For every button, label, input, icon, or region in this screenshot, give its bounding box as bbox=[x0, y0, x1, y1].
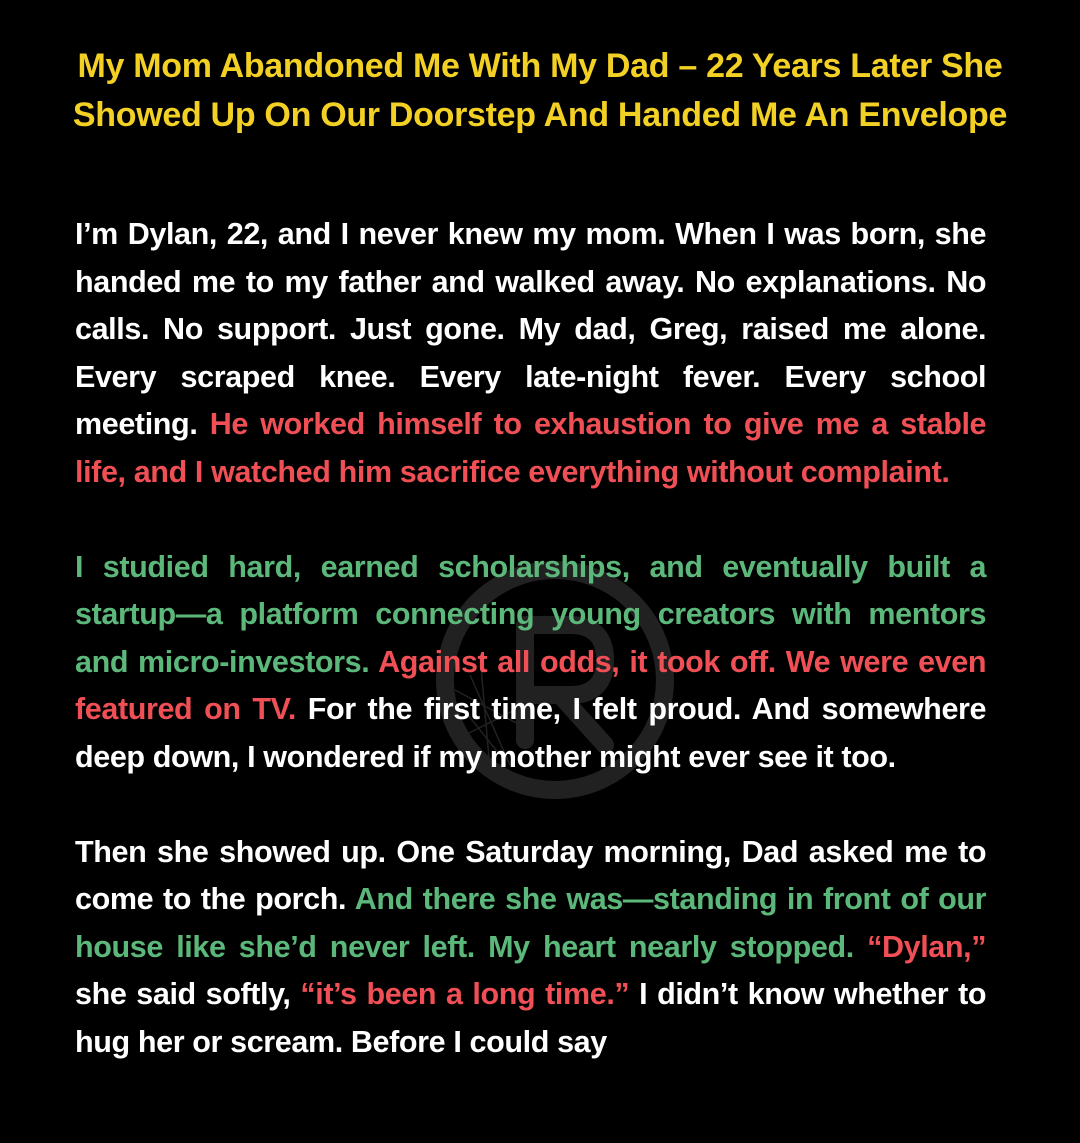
text-run-white: Then she showed up. One Saturday morning, Dad asked me to come to the porch. bbox=[75, 833, 987, 916]
text-run-green: I studied hard, earned scholarships, and eventually built a startup—a platform connecting young creators with mentors and micro-investors. bbox=[75, 548, 987, 679]
text-run-red: “Dylan,” bbox=[867, 928, 987, 964]
text-run-green: And there she was—standing in front of our house like she’d never left. My heart nearly stopped. bbox=[75, 881, 987, 964]
story-paragraph-2 bbox=[75, 543, 986, 781]
story-paragraph-3 bbox=[75, 828, 986, 1066]
text-run-red: He worked himself to exhaustion to give me a stable life, and I watched him sacrifice everything without complaint. bbox=[75, 406, 987, 489]
text-run-white: I didn’t know whether to hug her or scream. Before I could say bbox=[75, 976, 987, 1059]
story-paragraph-1 bbox=[75, 210, 986, 495]
text-run-red: Against all odds, it took off. We were even featured on TV. bbox=[75, 643, 987, 726]
text-run-red: “it’s been a long time.” bbox=[300, 976, 630, 1011]
text-run-white: she said softly, bbox=[75, 976, 301, 1011]
text-run-white: For the first time, I felt proud. And somewhere deep down, I wondered if my mother might ever see it too. bbox=[75, 691, 987, 774]
story-title: My Mom Abandoned Me With My Dad – 22 Years Later She Showed Up On Our Doorstep And Handed Me An Envelope bbox=[72, 47, 1008, 134]
text-run-white bbox=[854, 929, 867, 964]
story-body bbox=[75, 210, 986, 1113]
text-run-white: I’m Dylan, 22, and I never knew my mom. When I was born, she handed me to my father and walked away. No explanations. No calls. No support. Just gone. My dad, Greg, raised me alone. Every scraped knee. Every late-night fever. Every school meeting. bbox=[75, 216, 987, 441]
